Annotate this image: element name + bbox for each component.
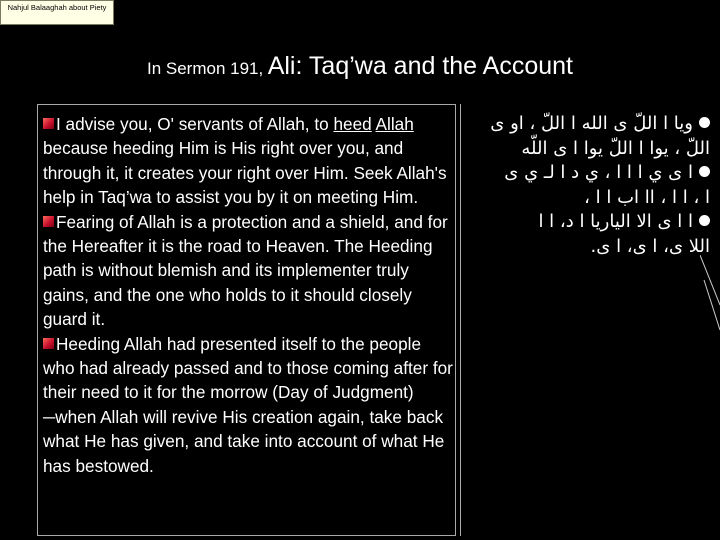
arabic-line: ا ، ا ا ، اا اب ا ا ، bbox=[584, 186, 710, 208]
arabic-text bbox=[470, 112, 710, 259]
paragraph-advice bbox=[43, 112, 455, 210]
allah-highlight: Allah bbox=[375, 114, 414, 134]
arabic-line: اللا ى، ا ى، ا ى. bbox=[590, 235, 710, 257]
paragraph-heeding bbox=[43, 332, 455, 478]
arabic-line: ا ى ي ا ا ا ، ي د ا لـ ي ى bbox=[470, 161, 710, 186]
decorative-lines-icon bbox=[700, 255, 720, 330]
advice-after: because heeding Him is His right over you, and through it, it creates your right over Him. Seek Allah's help in Taq’wa to assist you by it on meeting Him. bbox=[43, 138, 447, 208]
heeding-text: Heeding Allah had presented itself to the people who had already passed and to those coming after for their need to it for the morrow (Day of Judgment) ─when Allah will revive His creation again, take back what He has given, and take into account of what He has bestowed. bbox=[43, 333, 453, 476]
advice-before: I advise you, O' servants of Allah, to bbox=[56, 114, 334, 134]
square-bullet-icon bbox=[43, 338, 54, 349]
title-main: Ali: Taq’wa and the Account bbox=[267, 52, 573, 80]
slide-title bbox=[0, 52, 720, 81]
arabic-line: ا ا ى الا الياريا ا د، ا ا bbox=[470, 210, 710, 235]
round-bullet-icon bbox=[699, 215, 710, 226]
fearing-text: Fearing of Allah is a protection and a shield, and for the Hereafter it is the road to Heaven. The Heeding path is without blemish and its implementer truly gains, and the one who holds to it should closely guard it. bbox=[43, 211, 448, 330]
round-bullet-icon bbox=[699, 117, 710, 128]
presentation-badge bbox=[0, 0, 114, 25]
square-bullet-icon bbox=[43, 118, 54, 129]
arabic-line: ويا ا اللّ ى الله ا اللّ ، او ى bbox=[470, 112, 710, 137]
square-bullet-icon bbox=[43, 216, 54, 227]
title-prefix: In Sermon 191, bbox=[146, 59, 264, 78]
heed-highlight: heed bbox=[333, 114, 372, 134]
english-text bbox=[43, 112, 455, 478]
paragraph-fearing bbox=[43, 210, 455, 332]
arabic-line: اللّ ، يوا ا اللّ يوا ا ى اللّه bbox=[521, 137, 710, 159]
badge-text: Nahjul Balaaghah about Piety bbox=[7, 3, 107, 12]
round-bullet-icon bbox=[699, 166, 710, 177]
